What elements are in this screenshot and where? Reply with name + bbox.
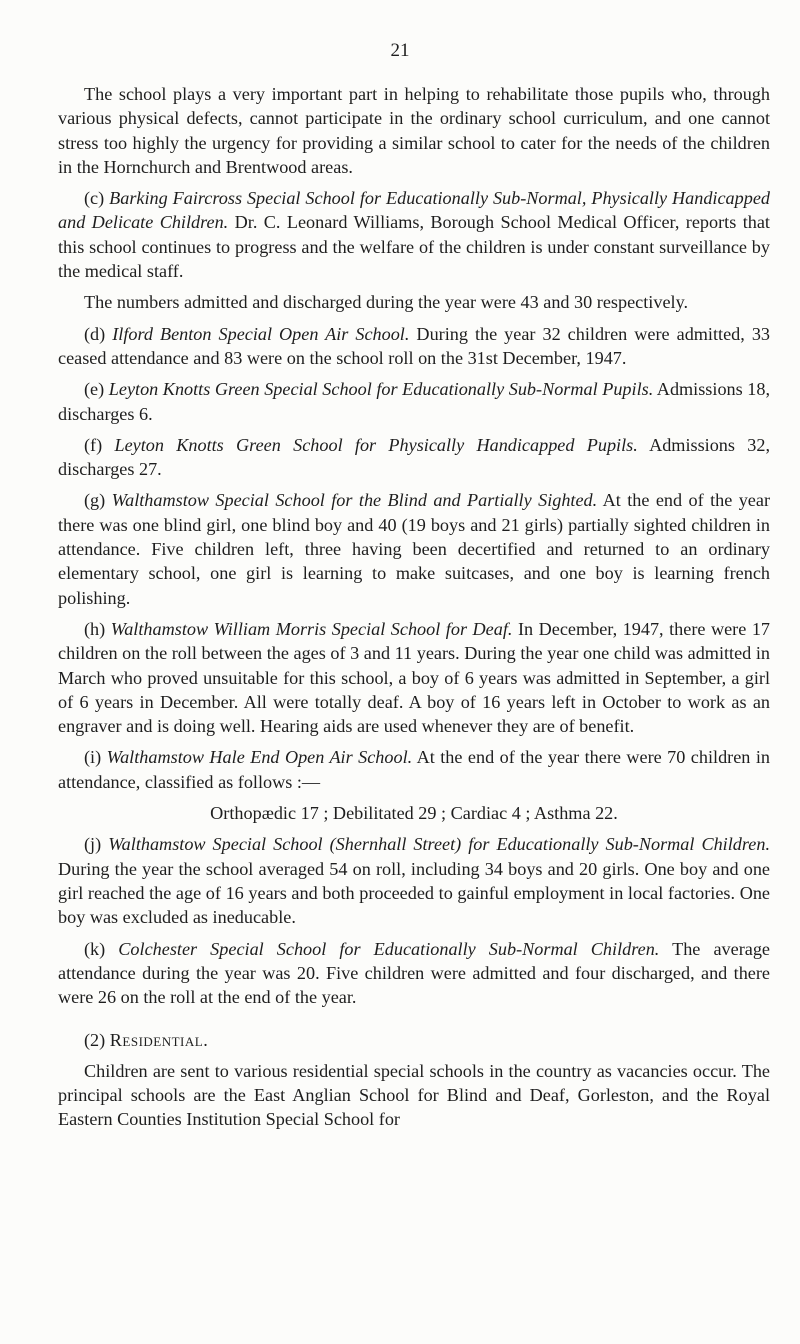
section-j-label: (j) [84,834,109,855]
section-h-label: (h) [84,618,111,639]
section-i-body: At the end of the year there were 70 children in attendance, classified as follows :— [58,747,770,792]
section-g-body: At the end of the year there was one blind girl, one blind boy and 40 (19 boys and 21 girls) partially sighted children in attendance. Five children left, three having been decertified and returned to an ordinary elementary school, one girl is learning to make suitcases, and one boy is learning french polishing. [58,490,770,608]
intro-paragraph: The school plays a very important part in helping to rehabilitate those pupils who, through various physical defects, cannot participate in the ordinary school curriculum, and one cannot stress too highly the urgency for providing a similar school to cater for the needs of the children in the Hornchurch and Brentwood areas. [58,84,770,177]
section-j-paragraph [58,832,770,929]
section-f-label: (f) [84,434,115,455]
section-k-body: The average attendance during the year was 20. Five children were admitted and four discharged, and there were 26 on the roll at the end of the year. [58,938,770,1008]
section-i-label: (i) [84,747,107,768]
section-j-title: Walthamstow Special School (Shernhall Street) for Educationally Sub-Normal Children. [108,834,770,855]
section-h-body: In December, 1947, there were 17 children on the roll between the ages of 3 and 11 years. During the year one child was admitted in March who proved unsuitable for this school, a boy of 6 years was admitted in September, a girl of 6 years in December. All were totally deaf. A boy of 16 years left in October to work as an engraver and is doing well. Hearing aids are used whenever they are of benefit. [58,618,771,737]
residential-heading-text: Residential. [109,1030,209,1051]
section-k-label: (k) [84,938,119,959]
section-g-label: (g) [84,490,112,511]
section-f-title: Leyton Knotts Green School for Physically Handicapped Pupils. [114,434,638,455]
section-k-title: Colchester Special School for Educationally Sub-Normal Children. [118,938,660,959]
section-h-title: Walthamstow William Morris Special School for Deaf. [110,618,513,639]
section-d-paragraph [58,322,770,371]
section-c-paragraph [58,186,770,283]
residential-heading [58,1028,770,1052]
section-i-paragraph [58,745,770,794]
section-d-title: Ilford Benton Special Open Air School. [112,323,410,344]
page-body [58,82,770,1139]
section-c-body: Dr. C. Leonard Williams, Borough School Medical Officer, reports that this school continues to progress and the welfare of the children is under constant surveillance by the medical staff. [58,212,770,282]
residential-paragraph: Children are sent to various residential special schools in the country as vacancies occur. The principal schools are the East Anglian School for Blind and Deaf, Gorleston, and the Royal Eastern Counties Institution Special School for [58,1060,770,1130]
section-d-body: During the year 32 children were admitted, 33 ceased attendance and 83 were on the school roll on the 31st December, 1947. [58,323,771,368]
section-e-label: (e) [84,379,109,400]
section-i-title: Walthamstow Hale End Open Air School. [106,747,413,768]
section-j-body: During the year the school averaged 54 on roll, including 34 boys and 20 girls. One boy and one girl reached the age of 16 years and both proceeded to gainful employment in local factories. One boy was excluded as ineducable. [58,858,770,928]
section-g-title: Walthamstow Special School for the Blind and Partially Sighted. [111,490,598,511]
section-c-numbers-paragraph: The numbers admitted and discharged during the year were 43 and 30 respectively. [84,292,689,313]
section-f-paragraph [58,433,770,482]
section-c-label: (c) [84,188,110,209]
section-e-title: Leyton Knotts Green Special School for Educationally Sub-Normal Pupils. [108,379,654,400]
section-e-body: Admissions 18, discharges 6. [58,379,771,424]
section-f-body: Admissions 32, discharges 27. [58,434,770,480]
residential-number: (2) [84,1030,110,1051]
page-number: 21 [390,40,410,61]
section-c-title: Barking Faircross Special School for Educationally Sub-Normal, Physically Handicapped and Delicate Children. [58,188,771,233]
section-k-paragraph [58,937,770,1010]
section-i-classification: Orthopædic 17 ; Debilitated 29 ; Cardiac 4 ; Asthma 22. [210,803,618,824]
section-g-paragraph [58,488,770,609]
section-e-paragraph [58,377,770,426]
section-h-paragraph [58,617,770,738]
section-d-label: (d) [84,323,113,344]
